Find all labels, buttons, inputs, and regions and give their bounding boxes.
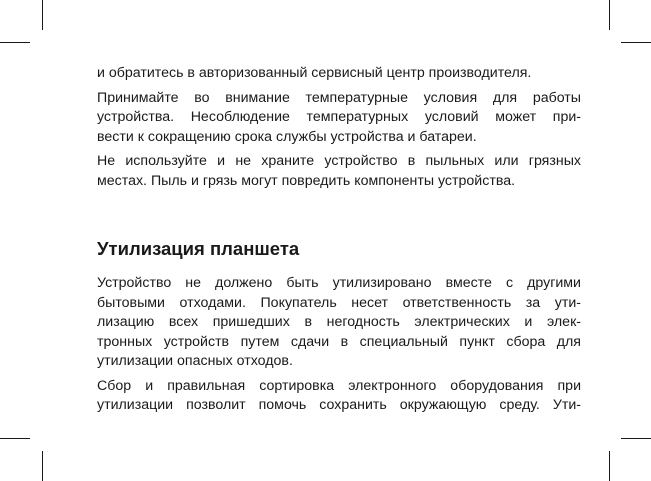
text-line: Сбор и правильная сортировка электронного оборудования при xyxy=(97,377,581,394)
text-line: утилизации позволит помочь сохранить окружающую среду. Ути- xyxy=(97,397,581,413)
paragraph-service-center xyxy=(97,64,581,84)
crop-mark-top-right-vertical xyxy=(609,0,610,30)
page-content xyxy=(97,64,581,421)
crop-mark-top-left-vertical xyxy=(42,0,43,30)
paragraph-disposal-responsibility xyxy=(97,274,581,372)
crop-mark-bottom-left-horizontal xyxy=(0,438,30,439)
text-line: вести к сокращению срока службы устройства и батареи. xyxy=(97,128,477,145)
text-line: Устройство не должено быть утилизировано вместе с другими xyxy=(97,275,581,291)
text-line: бытовыми отходами. Покупатель несет ответственность за ути- xyxy=(97,294,581,311)
crop-mark-top-left-horizontal xyxy=(0,42,30,43)
text-line: местах. Пыль и грязь могут повредить компоненты устройства. xyxy=(97,172,516,189)
section-heading-disposal: Утилизация планшета xyxy=(97,238,300,259)
text-line: лизацию всех пришедших в негодность электрических и элек- xyxy=(97,314,581,330)
crop-mark-top-right-horizontal xyxy=(621,42,651,43)
text-line: устройства. Несоблюдение температурных условий может при- xyxy=(97,109,581,125)
crop-mark-bottom-right-vertical xyxy=(609,451,610,481)
crop-mark-bottom-right-horizontal xyxy=(621,438,651,439)
text-line: Принимайте во внимание температурные условия для работы xyxy=(97,89,581,106)
crop-mark-bottom-left-vertical xyxy=(42,451,43,481)
text-line: утилизации опасных отходов. xyxy=(97,353,293,369)
paragraph-recycling-environment xyxy=(97,377,581,416)
paragraph-dust-and-dirt xyxy=(97,152,581,191)
text-line: и обратитесь в авторизованный сервисный центр производителя. xyxy=(97,65,532,81)
text-line: тронных устройств путем сдачи в специальный пункт сбора для xyxy=(97,333,581,350)
paragraph-temperature-conditions xyxy=(97,89,581,148)
text-line: Не используйте и не храните устройство в пыльных или грязных xyxy=(97,153,581,169)
